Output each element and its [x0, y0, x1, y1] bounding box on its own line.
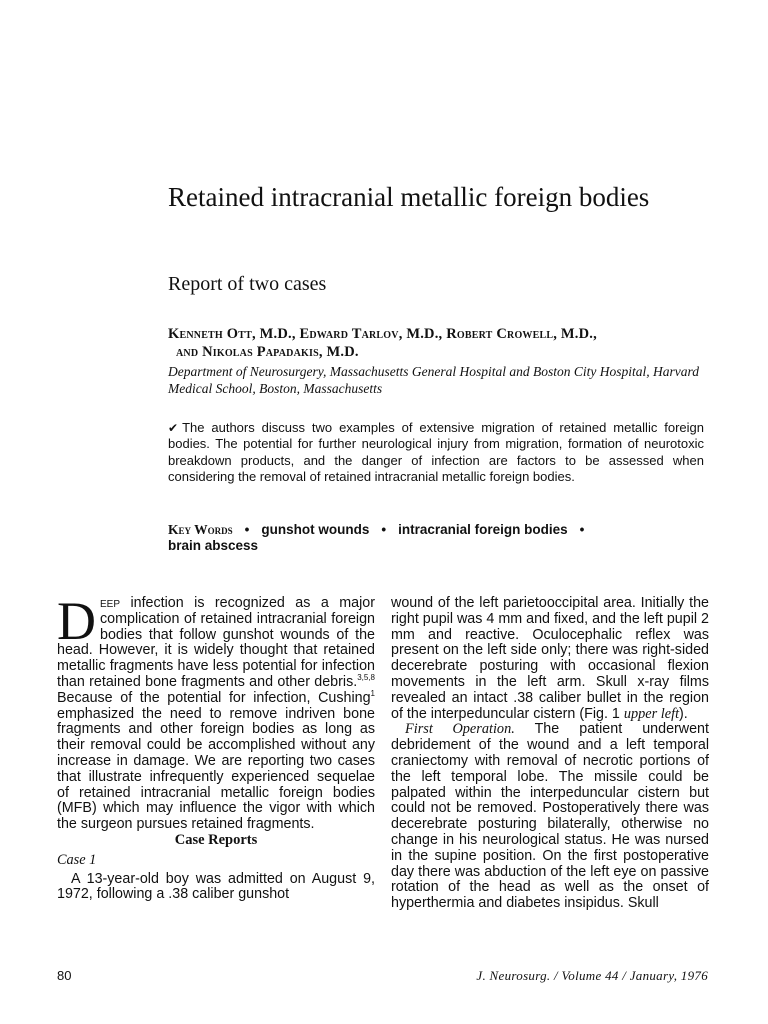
- author-list: [168, 325, 713, 361]
- keyword: intracranial foreign bodies: [398, 522, 568, 537]
- author-degree: , M.D.,: [398, 326, 447, 342]
- citation: 3,5,8: [357, 673, 375, 683]
- abstract-text: The authors discuss two examples of extensive migration of retained metallic foreign bodies. The potential for further neurological injury from migration, formation of neurotoxic breakdown products, and the danger of infection are factors to be assessed when considering the removal of retained intracranial metallic foreign bodies.: [168, 420, 704, 484]
- journal-citation: J. Neurosurg. / Volume 44 / January, 1976: [476, 968, 708, 983]
- abstract: [168, 420, 704, 485]
- checkmark-icon: ✔: [168, 421, 179, 435]
- intro-paragraph: [57, 591, 375, 833]
- author-line-2: [168, 343, 713, 361]
- citation: 1: [370, 689, 375, 699]
- keywords-label: Key Words: [168, 522, 233, 537]
- case1-continued: [391, 596, 709, 722]
- intro-text: Because of the potential for infection, Cushing: [57, 689, 371, 706]
- keyword-separator: •: [579, 522, 585, 537]
- body-text: ).: [679, 705, 688, 722]
- keyword-separator: •: [244, 522, 250, 537]
- section-heading: Case Reports: [174, 831, 258, 848]
- author-name: Kenneth Ott: [168, 326, 252, 342]
- case1-paragraph: A 13-year-old boy was admitted on August 9, 1972, following a .38 caliber gunshot: [57, 870, 375, 903]
- figure-ref: upper left: [623, 705, 680, 722]
- article-subtitle: Report of two cases: [168, 273, 327, 295]
- author-name: Edward Tarlov: [299, 326, 399, 342]
- keywords: [168, 522, 708, 554]
- body-text: wound of the left parietooccipital area. Initially the right pupil was 4 mm and fixed, and the left pupil 2 mm and reactive. Oculocephalic reflex was present on the left side only; there was right-sided decerebrate posturing with occasional flexion movements in the left arm. Skull x-ray films revealed an intact .38 caliber bullet in the region of the interpeduncular cistern (Fig. 1: [391, 595, 709, 722]
- drop-cap: D: [57, 591, 96, 651]
- keyword: gunshot wounds: [261, 522, 370, 537]
- author-line-1: [168, 325, 713, 343]
- intro-text: emphasized the need to remove indriven bone fragments and other foreign bodies as long as their removal could be accomplished without any increase in damage. We are reporting two cases that illustrate infrequently experienced sequelae of retained intracranial metallic foreign bodies (MFB) which may influence the vigor with which the surgeon pursues retained fragments.: [57, 705, 375, 833]
- lead-in: eep: [100, 595, 121, 611]
- author-degree: , M.D.: [318, 344, 359, 360]
- body-column-right: [391, 596, 709, 912]
- first-operation-paragraph: [391, 722, 709, 912]
- body-text: The patient underwent debridement of the wound and a left temporal craniectomy with removal of necrotic portions of the left temporal lobe. The missile could be palpated within the interpeduncular cistern but could not be removed. Postoperatively there was decerebrate posturing bilaterally, otherwise no change in his neurological status. He was nursed in the supine position. On the first postoperative day there was abduction of the left eye on passive rotation of the head as well as the onset of hyperthermia and diabetes insipidus. Skull: [391, 721, 709, 912]
- keyword: brain abscess: [168, 538, 259, 553]
- case-heading: Case 1: [57, 851, 97, 868]
- author-name: Robert Crowell: [446, 326, 554, 342]
- body-column-left: [57, 591, 375, 903]
- author-degree: , M.D.,: [251, 326, 300, 342]
- author-degree: , M.D.,: [553, 326, 597, 342]
- author-name: and Nikolas Papadakis: [176, 344, 319, 360]
- affiliation: Department of Neurosurgery, Massachusetts General Hospital and Boston City Hospital, Harvard Medical School, Boston, Massachusetts: [168, 364, 699, 396]
- page-number: 80: [57, 968, 72, 983]
- intro-text: infection is recognized as a major complication of retained intracranial foreign bodies that follow gunshot wounds of the head. However, it is widely thought that retained metallic fragments have less potential for infection than retained bone fragments and other debris.: [57, 595, 375, 690]
- subsection-label: First Operation.: [405, 721, 515, 738]
- article-title: Retained intracranial metallic foreign bodies: [168, 182, 650, 212]
- keyword-separator: •: [381, 522, 387, 537]
